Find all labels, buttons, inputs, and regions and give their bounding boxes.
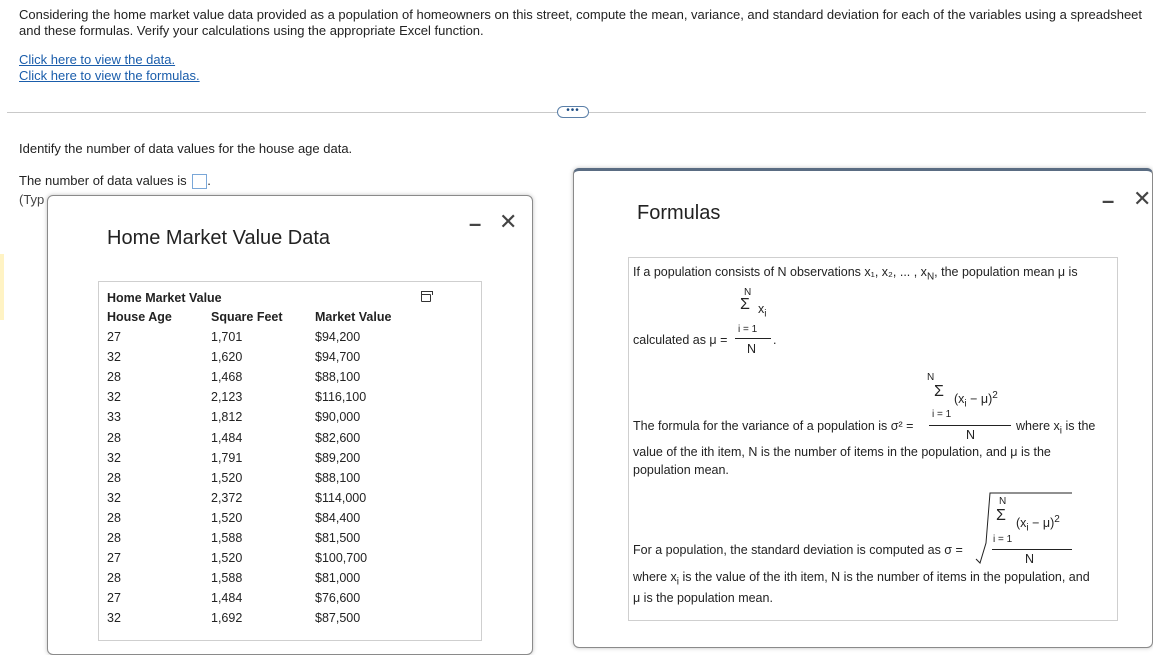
mean-sum-top: N xyxy=(744,287,752,298)
type-hint: (Typ xyxy=(19,192,45,207)
var-denominator: N xyxy=(966,428,976,442)
cell-square-feet: 1,588 xyxy=(211,571,243,586)
cell-square-feet: 1,812 xyxy=(211,410,243,425)
cell-house-age: 28 xyxy=(107,370,121,385)
var-term-exp: 2 xyxy=(992,390,998,401)
mean-denominator: N xyxy=(747,342,757,356)
cell-square-feet: 1,520 xyxy=(211,510,243,525)
cell-market-value: $100,700 xyxy=(315,551,368,566)
table-caption: Home Market Value xyxy=(107,291,222,305)
var-sigma-symbol: Σ xyxy=(934,383,944,400)
cell-square-feet: 1,588 xyxy=(211,530,243,545)
table-row xyxy=(107,448,419,468)
cell-market-value: $81,000 xyxy=(315,571,361,586)
sd-text-2-end: is the value of the ith item, N is the number of items in the population, and xyxy=(679,570,1090,584)
mean-sum-bottom: i = 1 xyxy=(738,324,758,335)
mean-fraction-bar xyxy=(735,338,771,339)
column-header-market-value: Market Value xyxy=(315,310,392,324)
table-row xyxy=(107,608,419,628)
sd-text-2-sub: i xyxy=(676,576,680,588)
table-row xyxy=(107,488,419,508)
data-popup-title: Home Market Value Data xyxy=(107,227,331,249)
cell-market-value: $76,600 xyxy=(315,591,361,606)
table-row xyxy=(107,468,419,488)
cell-square-feet: 1,520 xyxy=(211,470,243,485)
var-term-open: (x xyxy=(954,392,965,407)
var-sum-top: N xyxy=(927,372,935,383)
cell-square-feet: 1,468 xyxy=(211,370,243,385)
cell-house-age: 28 xyxy=(107,510,121,525)
formulas-popup-title: Formulas xyxy=(637,202,721,224)
var-text-2: value of the ith item, N is the number of items in the population, and μ is the xyxy=(633,445,1051,459)
table-row xyxy=(107,327,419,347)
active-question-marker xyxy=(0,254,4,320)
cell-house-age: 27 xyxy=(107,551,121,566)
sd-fraction-bar xyxy=(992,549,1072,550)
mean-sum-term-sub: i xyxy=(764,308,767,320)
data-popup-window xyxy=(47,195,533,655)
answer-suffix: . xyxy=(207,173,211,188)
var-where-sub: i xyxy=(1059,425,1063,437)
var-fraction-bar xyxy=(929,425,1011,426)
cell-house-age: 32 xyxy=(107,450,121,465)
view-formulas-link[interactable]: Click here to view the formulas. xyxy=(19,68,200,83)
cell-square-feet: 2,123 xyxy=(211,390,243,405)
cell-market-value: $82,600 xyxy=(315,430,361,445)
sd-sum-bottom: i = 1 xyxy=(993,534,1013,545)
view-data-link[interactable]: Click here to view the data. xyxy=(19,52,176,67)
sd-denominator: N xyxy=(1025,552,1035,566)
cell-market-value: $81,500 xyxy=(315,530,361,545)
sd-sigma-symbol: Σ xyxy=(996,507,1006,524)
cell-market-value: $88,100 xyxy=(315,370,361,385)
cell-house-age: 32 xyxy=(107,350,121,365)
cell-market-value: $116,100 xyxy=(315,390,367,405)
var-where xyxy=(1016,418,1095,440)
question-text: Considering the home market value data provided as a population of homeowners on this street, compute the mean, variance, and standard deviation for each of the variables using a spreadsheet and these formulas. Verify your calculations using the appropriate Excel function. xyxy=(19,7,1143,38)
cell-square-feet: 1,484 xyxy=(211,591,243,606)
var-term xyxy=(954,387,998,413)
var-sum-bottom: i = 1 xyxy=(932,409,952,420)
sd-term-open: (x xyxy=(1016,516,1027,531)
cell-house-age: 33 xyxy=(107,410,121,425)
sd-term-mid: − μ) xyxy=(1028,516,1055,531)
sd-text: For a population, the standard deviation is computed as σ = xyxy=(633,543,963,557)
column-header-house-age: House Age xyxy=(107,310,172,324)
cell-market-value: $88,100 xyxy=(315,470,361,485)
cell-square-feet: 1,701 xyxy=(211,330,243,345)
table-row xyxy=(107,588,419,608)
cell-square-feet: 1,620 xyxy=(211,350,243,365)
column-header-square-feet: Square Feet xyxy=(211,310,283,324)
sd-term-exp: 2 xyxy=(1054,514,1060,525)
mean-calc-label: calculated as μ = xyxy=(633,333,728,347)
mean-sum-term-x: x xyxy=(758,302,765,316)
mean-sigma-symbol: Σ xyxy=(740,296,750,313)
sd-text-3: μ is the population mean. xyxy=(633,591,773,605)
table-row xyxy=(107,407,419,427)
var-text-3: population mean. xyxy=(633,463,729,477)
formulas-popup-close-button[interactable]: ✕ xyxy=(1133,186,1152,211)
mean-period: . xyxy=(773,333,777,347)
cell-square-feet: 1,484 xyxy=(211,430,243,445)
table-row xyxy=(107,508,419,528)
instruction-text: Identify the number of data values for the house age data. xyxy=(19,141,353,156)
answer-input[interactable] xyxy=(192,174,207,189)
table-row xyxy=(107,387,419,407)
cell-house-age: 32 xyxy=(107,490,121,505)
var-term-mid: − μ) xyxy=(966,392,993,407)
cell-house-age: 28 xyxy=(107,530,121,545)
cell-market-value: $94,700 xyxy=(315,350,361,365)
cell-square-feet: 1,791 xyxy=(211,450,243,465)
cell-house-age: 32 xyxy=(107,390,121,405)
sd-radical-sign xyxy=(974,491,1074,571)
cell-market-value: $90,000 xyxy=(315,410,361,425)
cell-house-age: 32 xyxy=(107,611,121,626)
var-where-end: is the xyxy=(1062,419,1096,433)
cell-square-feet: 1,692 xyxy=(211,611,243,626)
table-row xyxy=(107,548,419,568)
table-row xyxy=(107,347,419,367)
mean-intro-text: If a population consists of N observations x₁, x₂, ... , x xyxy=(633,265,927,279)
cell-house-age: 28 xyxy=(107,430,121,445)
var-term-sub: i xyxy=(964,398,967,410)
table-row xyxy=(107,427,419,447)
cell-house-age: 28 xyxy=(107,470,121,485)
cell-house-age: 27 xyxy=(107,591,121,606)
expand-button[interactable]: ••• xyxy=(557,106,589,118)
var-text: The formula for the variance of a population is σ² = xyxy=(633,419,914,433)
formulas-popup-window xyxy=(573,168,1153,648)
cell-square-feet: 1,520 xyxy=(211,551,243,566)
sd-text-2-start: where x xyxy=(633,570,677,584)
home-market-value-table xyxy=(107,307,419,628)
sd-text-2 xyxy=(633,569,1090,591)
data-popup-minimize-button[interactable]: – xyxy=(469,211,482,236)
table-row xyxy=(107,367,419,387)
answer-prefix: The number of data values is xyxy=(19,173,187,188)
formulas-popup-minimize-button[interactable]: – xyxy=(1102,188,1115,213)
cell-market-value: $94,200 xyxy=(315,330,361,345)
mean-intro-end: , the population mean μ is xyxy=(934,265,1078,279)
answer-line xyxy=(19,173,211,189)
mean-sum-term xyxy=(758,301,766,323)
data-popup-close-button[interactable]: ✕ xyxy=(499,209,518,234)
cell-market-value: $114,000 xyxy=(315,490,367,505)
var-where-text: where x xyxy=(1016,419,1060,433)
cell-market-value: $87,500 xyxy=(315,611,361,626)
table-row xyxy=(107,568,419,588)
mean-intro xyxy=(633,264,1078,286)
cell-house-age: 27 xyxy=(107,330,121,345)
sd-term-sub: i xyxy=(1026,522,1029,534)
sd-sum-top: N xyxy=(999,496,1007,507)
copy-icon[interactable] xyxy=(421,294,431,302)
table-row xyxy=(107,528,419,548)
cell-square-feet: 2,372 xyxy=(211,490,243,505)
mean-intro-sub: N xyxy=(926,271,935,283)
cell-market-value: $89,200 xyxy=(315,450,361,465)
cell-house-age: 28 xyxy=(107,571,121,586)
cell-market-value: $84,400 xyxy=(315,510,361,525)
